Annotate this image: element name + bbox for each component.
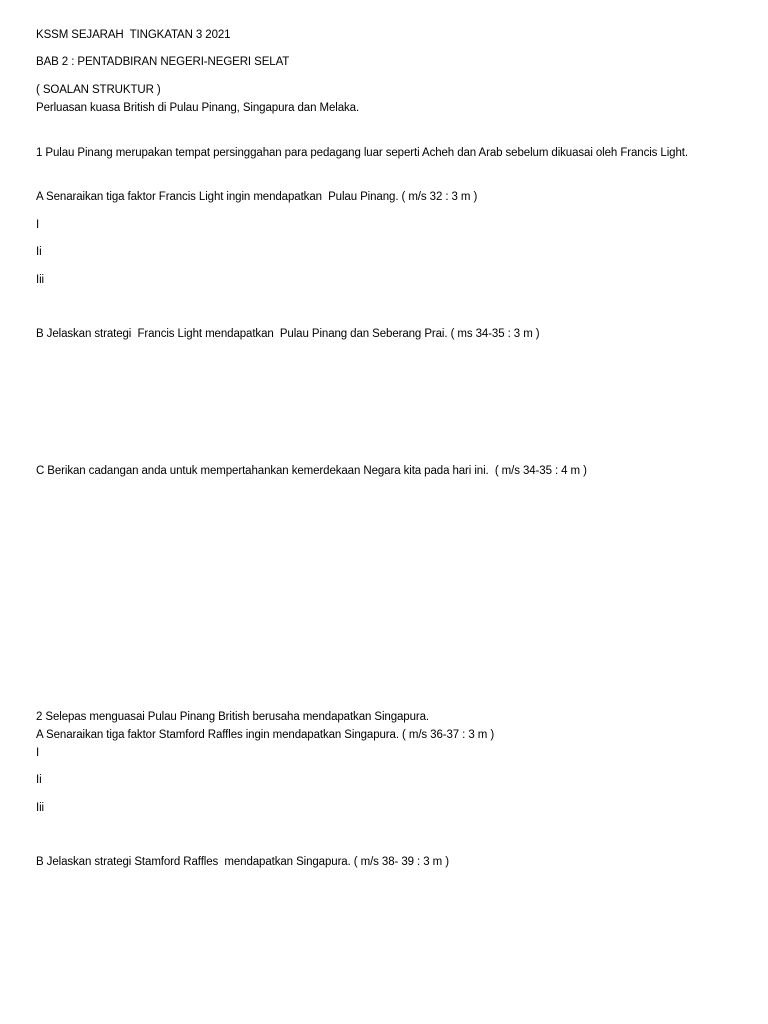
q2-a-answer-2: Ii [36,774,42,786]
q2-b-question: B Jelaskan strategi Stamford Raffles mendapatkan Singapura. ( m/s 38- 39 : 3 m ) [36,856,449,868]
q1-stem: 1 Pulau Pinang merupakan tempat persinggahan para pedagang luar seperti Acheh dan Arab sebelum dikuasai oleh Francis Light. [36,147,688,159]
q1-a-answer-2: Ii [36,246,42,258]
topic-line: Perluasan kuasa British di Pulau Pinang, Singapura dan Melaka. [36,102,360,114]
section-type: ( SOALAN STRUKTUR ) [36,84,161,96]
q1-a-question: A Senaraikan tiga faktor Francis Light ingin mendapatkan Pulau Pinang. ( m/s 32 : 3 m ) [36,191,478,203]
q1-a-answer-3: Iii [36,274,45,286]
q1-c-question: C Berikan cadangan anda untuk mempertahankan kemerdekaan Negara kita pada hari ini. ( m/s 34-35 : 4 m ) [36,465,587,477]
subject-line: KSSM SEJARAH TINGKATAN 3 2021 [36,29,231,41]
q2-a-question: A Senaraikan tiga faktor Stamford Raffles ingin mendapatkan Singapura. ( m/s 36-37 : 3 m ) [36,729,495,741]
q1-b-question: B Jelaskan strategi Francis Light mendapatkan Pulau Pinang dan Seberang Prai. ( ms 34-35 : 3 m ) [36,328,540,340]
q2-a-answer-1: I [36,747,40,759]
q2-stem: 2 Selepas menguasai Pulau Pinang British berusaha mendapatkan Singapura. [36,711,430,723]
q2-a-answer-3: Iii [36,802,45,814]
q1-a-answer-1: I [36,219,40,231]
chapter-line: BAB 2 : PENTADBIRAN NEGERI-NEGERI SELAT [36,56,290,68]
